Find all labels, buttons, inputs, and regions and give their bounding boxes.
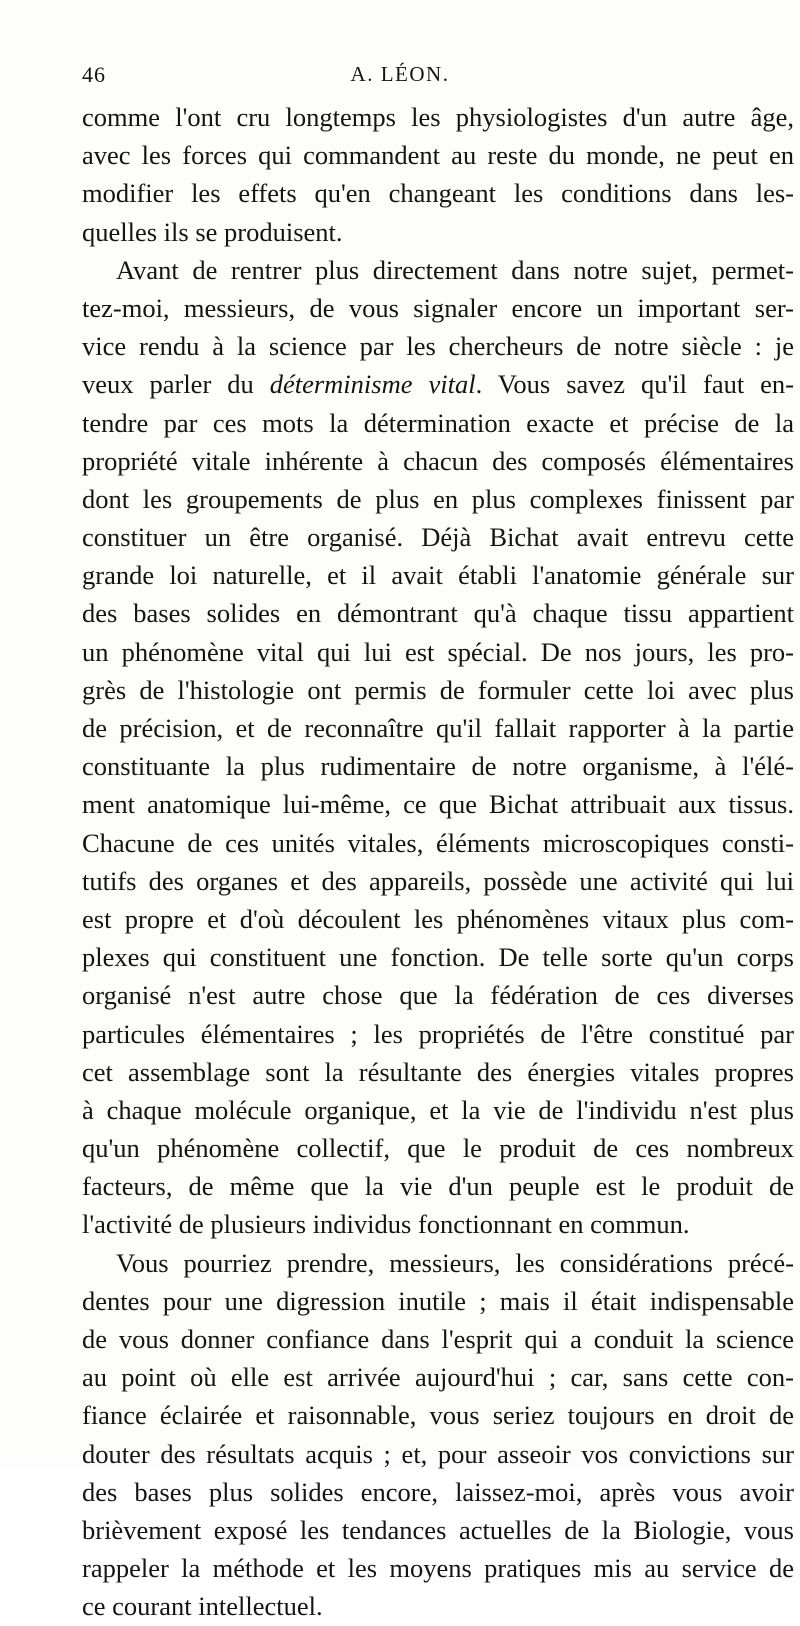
page-number: 46 (82, 62, 106, 87)
text-line: de précision, et de reconnaître qu'il fallait rapporter à la partie (82, 713, 794, 743)
text-line: vice rendu à la science par les chercheurs de notre siècle : je (82, 331, 794, 362)
text-line: facteurs, de même que la vie d'un peuple est le produit de (82, 1171, 794, 1202)
text-line: au point où elle est arrivée aujourd'hui ; car, sans cette con- (82, 1362, 794, 1393)
text-line: brièvement exposé les tendances actuelles de la Biologie, vous (82, 1514, 794, 1545)
text-line: est propre et d'où découlent les phénomènes vitaux plus com- (82, 903, 794, 934)
text-line: Chacune de ces unités vitales, éléments microscopiques consti- (82, 827, 794, 858)
text-line: douter des résultats acquis ; et, pour asseoir vos convictions sur (82, 1438, 794, 1469)
text-line: des bases plus solides encore, laissez-moi, après vous avoir (82, 1476, 794, 1507)
text-line: tendre par ces mots la détermination exacte et précise de la (82, 407, 794, 438)
text-line: rappeler la méthode et les moyens pratiques mis au service de (82, 1553, 794, 1584)
text-line: l'activité de plusieurs individus fonctionnant en commun. (82, 1209, 690, 1240)
text-line: fiance éclairée et raisonnable, vous seriez toujours en droit de (82, 1400, 794, 1431)
paragraph-start: Vous pourriez prendre, messieurs, les considérations précé- (116, 1247, 794, 1278)
text-line: particules élémentaires ; les propriétés de l'être constitué par (82, 1018, 794, 1049)
paragraph-start: Avant de rentrer plus directement dans notre sujet, permet- (116, 254, 794, 285)
text-line: tez-moi, messieurs, de vous signaler encore un important ser- (82, 292, 794, 323)
body-text (82, 98, 794, 1626)
text-line: de vous donner confiance dans l'esprit qui a conduit la science (82, 1324, 794, 1354)
text-line: tutifs des organes et des appareils, possède une activité qui lui (82, 865, 794, 896)
text-line (82, 365, 794, 403)
text-line: ment anatomique lui-même, ce que Bichat attribuait aux tissus. (82, 789, 794, 820)
text-line: comme l'ont cru longtemps les physiologistes d'un autre âge, (82, 102, 794, 132)
text-line: avec les forces qui commandent au reste du monde, ne peut en (82, 140, 794, 171)
text-line: un phénomène vital qui lui est spécial. De nos jours, les pro- (82, 636, 794, 667)
italic-term: déterminisme vital (269, 369, 476, 400)
text-line: constituer un être organisé. Déjà Bichat avait entrevu cette (82, 522, 794, 553)
text-line: constituante la plus rudimentaire de notre organisme, à l'élé- (82, 751, 794, 782)
text-line: dentes pour une digression inutile ; mais il était indispensable (82, 1285, 794, 1316)
text-line: à chaque molécule organique, et la vie de l'individu n'est plus (82, 1094, 794, 1125)
text-line: qu'un phénomène collectif, que le produit de ces nombreux (82, 1133, 794, 1164)
text-line: grès de l'histologie ont permis de formuler cette loi avec plus (82, 674, 794, 705)
text-line: ce courant intellectuel. (82, 1591, 323, 1622)
text-line: propriété vitale inhérente à chacun des composés élémentaires (82, 445, 794, 476)
text-line: des bases solides en démontrant qu'à chaque tissu appartient (82, 598, 794, 629)
text-segment: . Vous savez qu'il faut en- (475, 369, 794, 400)
text-line: plexes qui constituent une fonction. De telle sorte qu'un corps (82, 942, 794, 973)
text-line: quelles ils se produisent. (82, 216, 343, 247)
page-header (82, 56, 718, 96)
text-line: cet assemblage sont la résultante des énergies vitales propres (82, 1056, 794, 1087)
text-segment: veux parler du (82, 369, 270, 400)
text-line: organisé n'est autre chose que la fédération de ces diverses (82, 980, 794, 1011)
text-line: grande loi naturelle, et il avait établi l'anatomie générale sur (82, 560, 794, 591)
text-line: modifier les effets qu'en changeant les conditions dans les- (82, 178, 794, 209)
running-head: A. LÉON. (350, 62, 450, 86)
text-line: dont les groupements de plus en plus complexes finissent par (82, 483, 794, 514)
